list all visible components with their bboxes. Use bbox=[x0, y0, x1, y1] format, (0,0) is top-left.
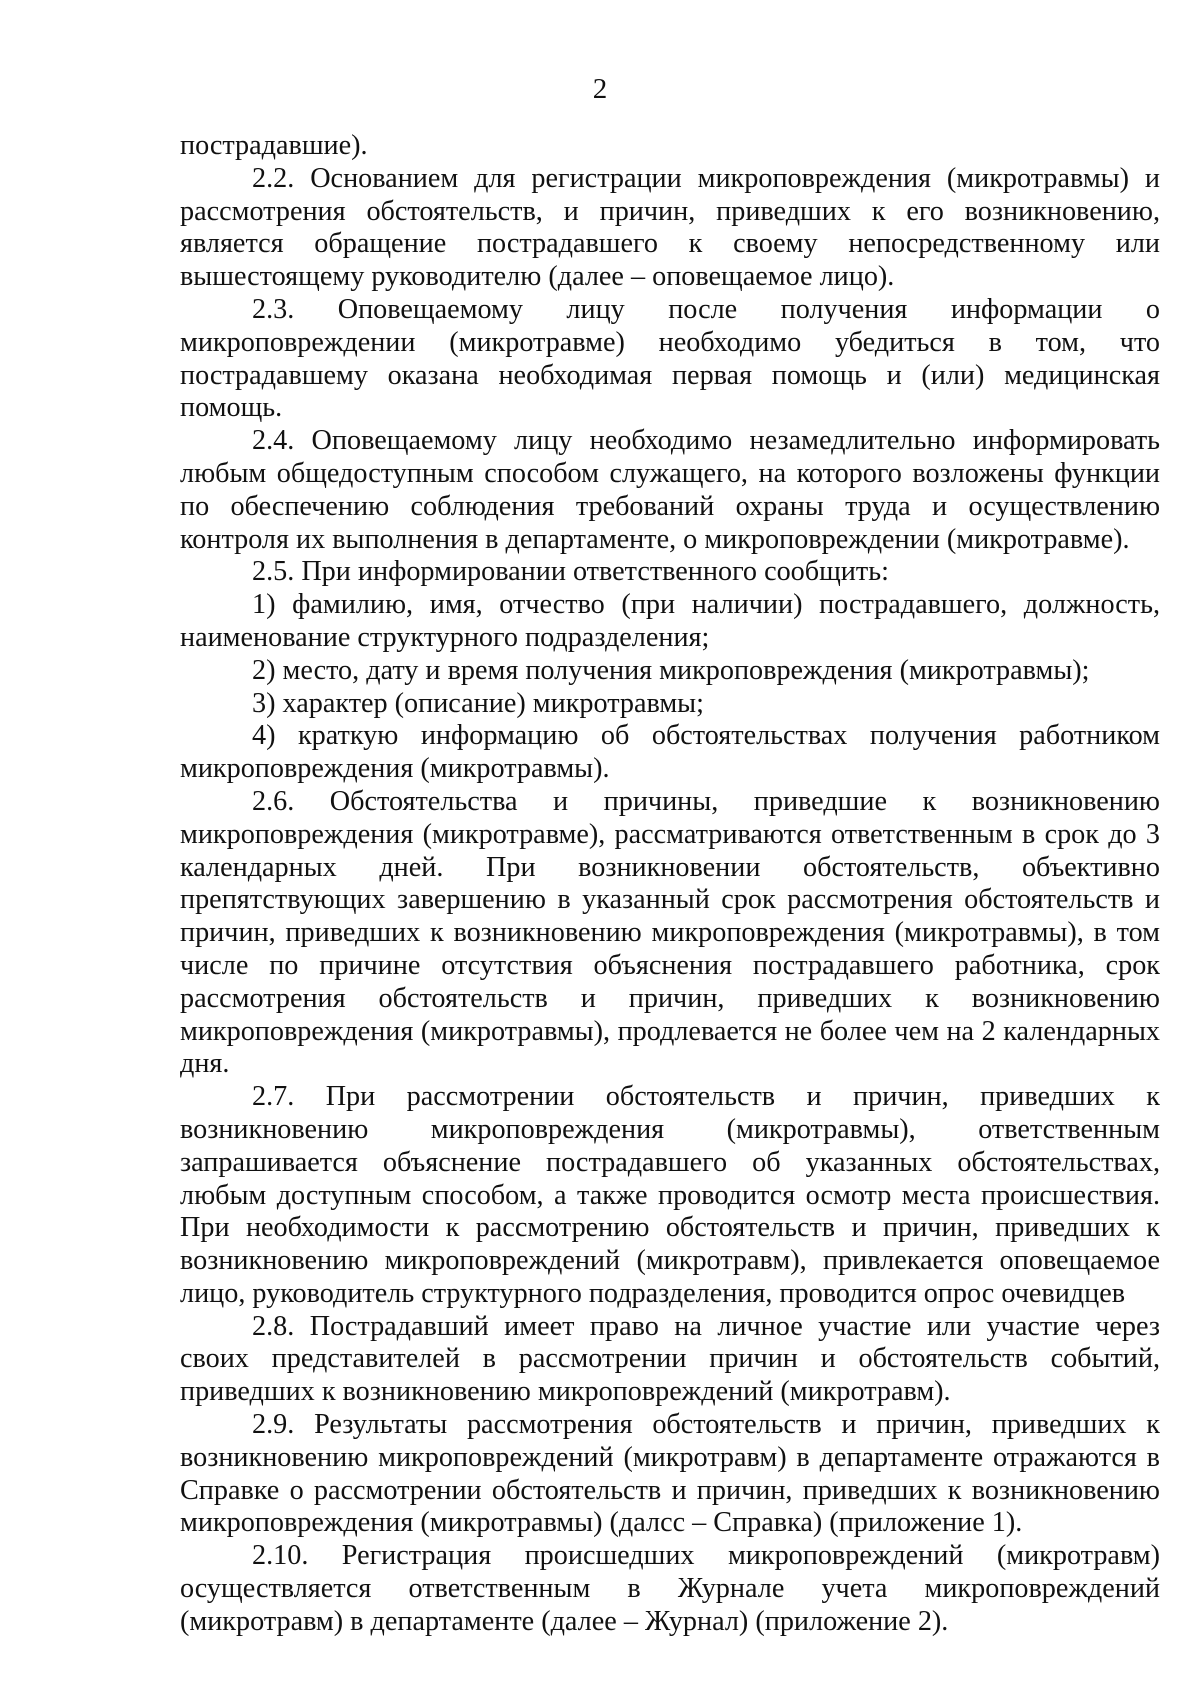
paragraph-continuation: пострадавшие). bbox=[180, 130, 368, 161]
document-body bbox=[180, 130, 1160, 1639]
list-item-1: 1) фамилию, имя, отчество (при наличии) пострадавшего, должность, наименование структурного подразделения; bbox=[180, 589, 1160, 653]
paragraph-2-3: 2.3. Оповещаемому лицу после получения информации о микроповреждении (микротравме) необходимо убедиться в том, что пострадавшему оказана необходимая первая помощь и (или) медицинская помощь. bbox=[180, 293, 1160, 424]
paragraph-2-2: 2.2. Основанием для регистрации микроповреждения (микротравмы) и рассмотрения обстоятельств, и причин, приведших к его возникновению, является обращение пострадавшего к своему непосредственному или вышестоящему руководителю (далее – оповещаемое лицо). bbox=[180, 162, 1160, 293]
paragraph-2-5: 2.5. При информировании ответственного сообщить: bbox=[252, 556, 889, 588]
list-item-3: 3) характер (описание) микротравмы; bbox=[252, 687, 704, 719]
paragraph-2-4: 2.4. Оповещаемому лицу необходимо незамедлительно информировать любым общедоступным способом служащего, на которого возложены функции по обеспечению соблюдения требований охраны труда и осуществлению контроля их выполнения в департаменте, о микроповреждении (микротравме). bbox=[180, 425, 1160, 555]
page-number: 2 bbox=[592, 73, 608, 105]
paragraph-2-6: 2.6. Обстоятельства и причины, приведшие к возникновению микроповреждения (микротравме), рассматриваются ответственным в срок до 3 календарных дней. При возникновении обстоятельств, объективно препятствующих завершению в указанный срок рассмотрения обстоятельств и причин, приведших к возникновению микроповреждения (микротравмы), в том числе по причине отсутствия объяснения пострадавшего работника, срок рассмотрения обстоятельств и причин, приведших к возникновению микроповреждения (микротравмы), продлевается не более чем на 2 календарных дня. bbox=[180, 785, 1160, 1080]
paragraph-2-9: 2.9. Результаты рассмотрения обстоятельств и причин, приведших к возникновению микроповреждений (микротравм) в департаменте отражаются в Справке о рассмотрении обстоятельств и причин, приведших к возникновению микроповреждения (микротравмы) (далсс – Справка) (приложение 1). bbox=[180, 1409, 1160, 1539]
list-item-2: 2) место, дату и время получения микроповреждения (микротравмы); bbox=[252, 654, 1090, 686]
paragraph-2-8: 2.8. Пострадавший имеет право на личное участие или участие через своих представителей в рассмотрении причин и обстоятельств событий, приведших к возникновению микроповреждений (микротравм). bbox=[180, 1310, 1160, 1408]
paragraph-2-10: 2.10. Регистрация происшедших микроповреждений (микротравм) осуществляется ответственным в Журнале учета микроповреждений (микротравм) в департаменте (далее – Журнал) (приложение 2). bbox=[180, 1540, 1160, 1637]
list-item-4: 4) краткую информацию об обстоятельствах получения работником микроповреждения (микротравмы). bbox=[180, 720, 1160, 785]
paragraph-2-7: 2.7. При рассмотрении обстоятельств и причин, приведших к возникновению микроповреждения (микротравмы), ответственным запрашивается объяснение пострадавшего об указанных обстоятельствах, любым доступным способом, а также проводится осмотр места происшествия. При необходимости к рассмотрению обстоятельств и причин, приведших к возникновению микроповреждений (микротравм), привлекается оповещаемое лицо, руководитель структурного подразделения, проводится опрос очевидцев bbox=[180, 1081, 1160, 1309]
